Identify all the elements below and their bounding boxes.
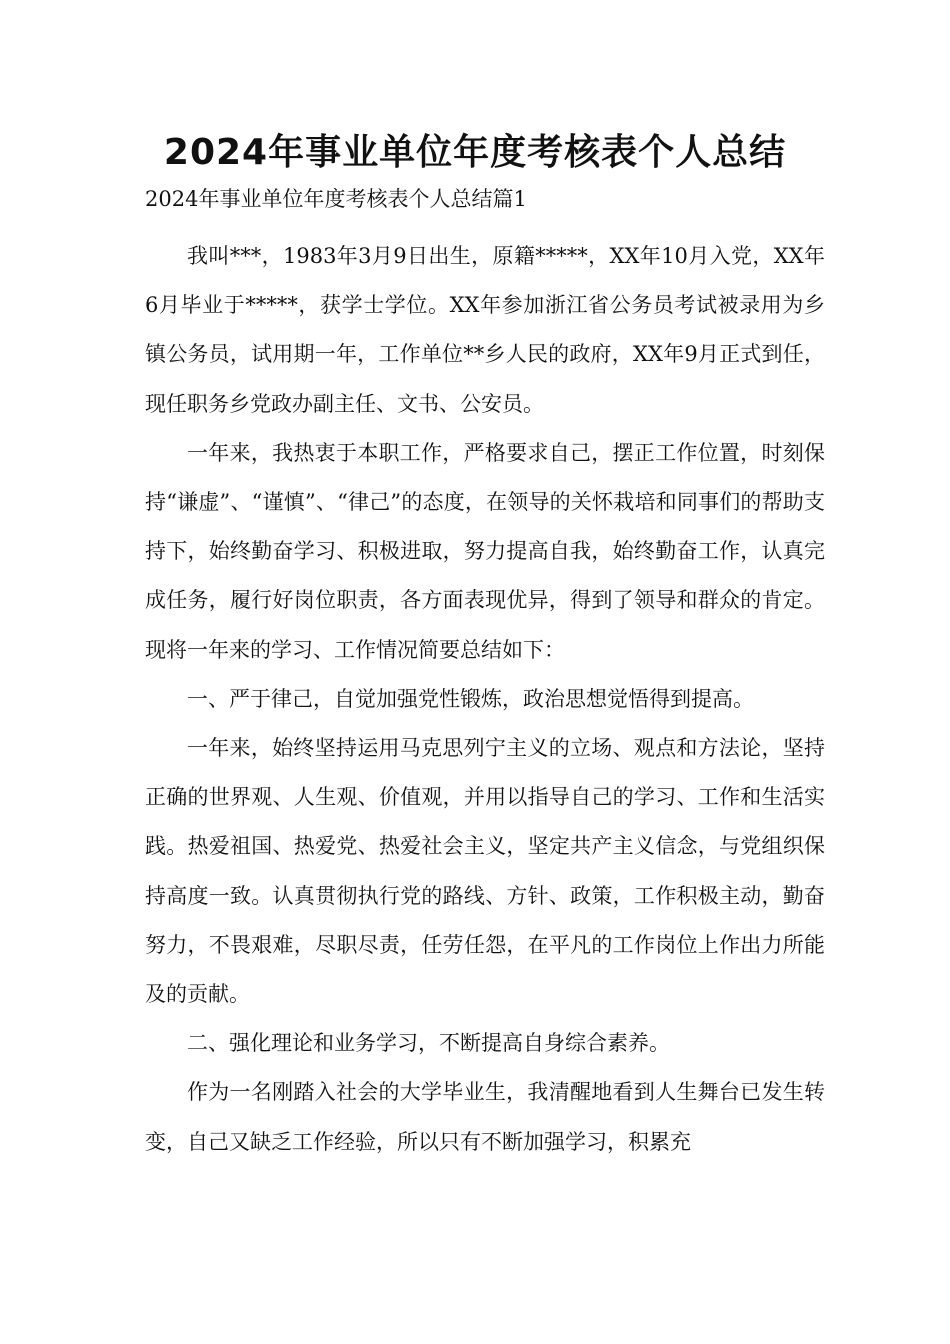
paragraph-intro: 我叫***，1983年3月9日出生，原籍*****，XX年10月入党，XX年6月毕业于*****，获学士学位。XX年参加浙江省公务员考试被录用为乡镇公务员，试用期一年，工作单位**乡人民的政府，XX年9月正式到任，现任职务乡党政办副主任、文书、公安员。 bbox=[145, 244, 825, 416]
section-heading-2: 二、强化理论和业务学习，不断提高自身综合素养。 bbox=[187, 1031, 670, 1056]
paragraph-section-1: 一年来，始终坚持运用马克思列宁主义的立场、观点和方法论，坚持正确的世界观、人生观、价值观，并用以指导自己的学习、工作和生活实践。热爱祖国、热爱党、热爱社会主义，坚定共产主义信念，与党组织保持高度一致。认真贯彻执行党的路线、方针、政策，工作积极主动，勤奋努力，不畏艰难，尽职尽责，任劳任怨，在平凡的工作岗位上作出力所能及的贡献。 bbox=[145, 736, 825, 1007]
paragraph-overview: 一年来，我热衷于本职工作，严格要求自己，摆正工作位置，时刻保持“谦虚”、“谨慎”、“律己”的态度，在领导的关怀栽培和同事们的帮助支持下，始终勤奋学习、积极进取，努力提高自我，始终勤奋工作，认真完成任务，履行好岗位职责，各方面表现优异，得到了领导和群众的肯定。现将一年来的学习、工作情况简要总结如下： bbox=[145, 440, 825, 662]
document-body bbox=[145, 232, 825, 1167]
document-subtitle: 2024年事业单位年度考核表个人总结篇1 bbox=[145, 187, 527, 211]
document-title: 2024年事业单位年度考核表个人总结 bbox=[163, 132, 787, 173]
section-heading-1: 一、严于律己，自觉加强党性锻炼，政治思想觉悟得到提高。 bbox=[187, 686, 754, 711]
paragraph-section-2: 作为一名刚踏入社会的大学毕业生，我清醒地看到人生舞台已发生转变，自己又缺乏工作经验，所以只有不断加强学习，积累充 bbox=[145, 1080, 825, 1154]
